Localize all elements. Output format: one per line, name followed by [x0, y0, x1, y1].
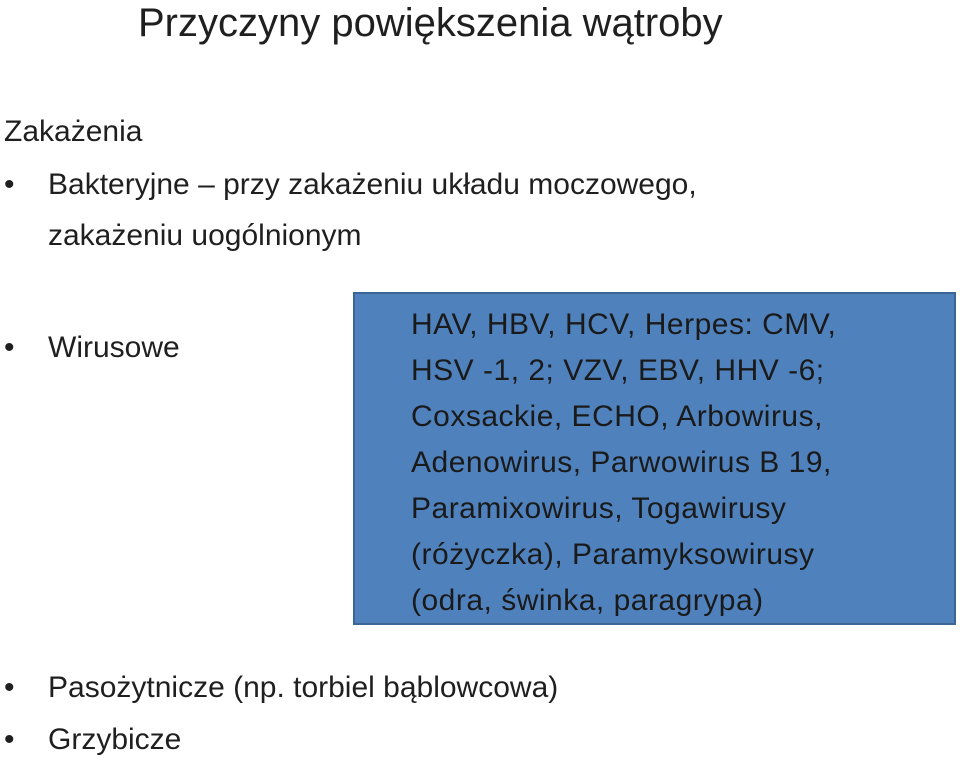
viral-causes-line: Coxsackie, ECHO, Arbowirus,	[411, 400, 823, 433]
bullet-dot: •	[4, 168, 15, 201]
viral-causes-list	[411, 302, 836, 624]
section-heading-infections: Zakażenia	[4, 115, 143, 148]
slide-title: Przyczyny powiększenia wątroby	[138, 1, 723, 45]
viral-causes-box	[353, 292, 956, 625]
bullet-fungal-text: Grzybicze	[48, 723, 182, 756]
viral-causes-line: HAV, HBV, HCV, Herpes: CMV,	[411, 308, 837, 341]
viral-causes-line: Adenowirus, Parwowirus B 19,	[411, 446, 832, 479]
bullet-viral-text: Wirusowe	[48, 331, 180, 364]
viral-causes-line: HSV -1, 2; VZV, EBV, HHV -6;	[411, 354, 825, 387]
viral-causes-line: (różyczka), Paramyksowirusy	[411, 538, 815, 571]
viral-causes-line: (odra, świnka, paragrypa)	[411, 584, 764, 617]
bullet-dot: •	[4, 671, 15, 704]
bullet-dot: •	[4, 331, 15, 364]
viral-causes-line: Paramixowirus, Togawirusy	[411, 492, 787, 525]
bullet-parasitic-text: Pasożytnicze (np. torbiel bąblowcowa)	[48, 671, 559, 704]
bullet-bacterial-text: Bakteryjne – przy zakażeniu układu moczowego,	[48, 168, 697, 201]
bullet-bacterial-continuation: zakażeniu uogólnionym	[48, 219, 362, 252]
bullet-dot: •	[4, 723, 15, 756]
